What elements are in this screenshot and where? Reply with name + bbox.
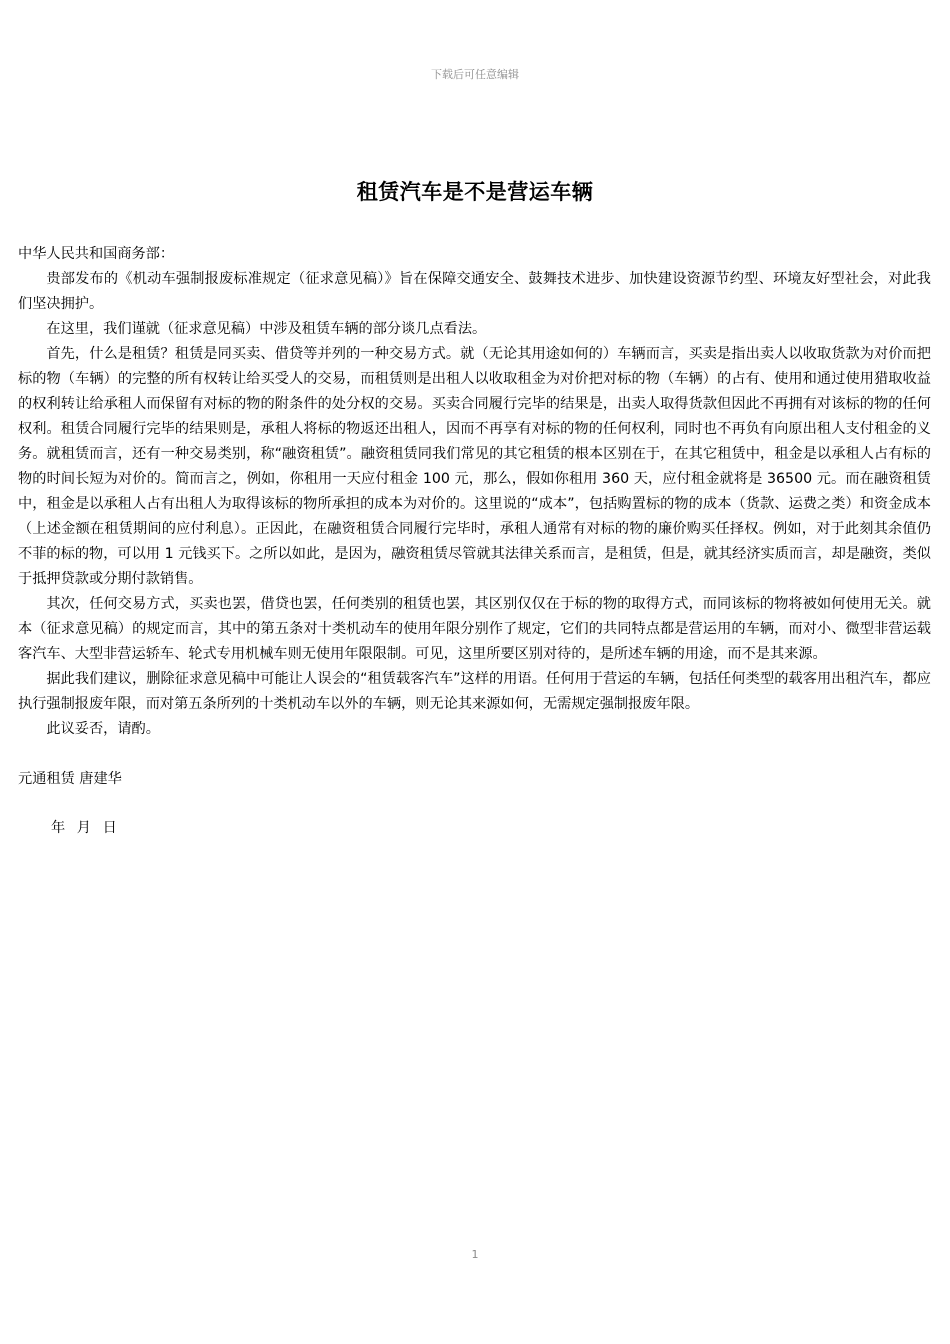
signature: 元通租赁 唐建华 [18,771,122,787]
salutation: 中华人民共和国商务部： [18,246,175,262]
page-number: 1 [471,1248,479,1261]
paragraph-intro: 贵部发布的《机动车强制报废标准规定（征求意见稿）》旨在保障交通安全、鼓舞技术进步、加快建设资源节约型、环境友好型社会，对此我们坚决拥护。 [18,271,931,312]
document-body [18,242,931,841]
paragraph-second-point: 其次，任何交易方式，买卖也罢，借贷也罢，任何类别的租赁也罢，其区别仅仅在于标的物的取得方式，而同该标的物将被如何使用无关。就本（征求意见稿）的规定而言，其中的第五条对十类机动车的使用年限分别作了规定，它们的共同特点都是营运用的车辆，而对小、微型非营运载客汽车、大型非营运轿车、轮式专用机械车则无使用年限限制。可见，这里所要区别对待的，是所述车辆的用途，而不是其来源。 [18,596,931,662]
document-title: 租赁汽车是不是营运车辆 [356,180,594,204]
paragraph-closing: 此议妥否，请酌。 [46,721,160,737]
paragraph-suggestion: 据此我们建议，删除征求意见稿中可能让人误会的“租赁载客汽车”这样的用语。任何用于营运的车辆，包括任何类型的载客用出租汽车，都应执行强制报废年限，而对第五条所列的十类机动车以外的车辆，则无论其来源如何，无需规定强制报废年限。 [18,671,931,712]
page-header-note: 下载后可任意编辑 [431,68,519,81]
paragraph-first-point: 首先，什么是租赁？租赁是同买卖、借贷等并列的一种交易方式。就（无论其用途如何的）车辆而言，买卖是指出卖人以收取货款为对价而把标的物（车辆）的完整的所有权转让给买受人的交易，而租赁则是出租人以收取租金为对价把对标的物（车辆）的占有、使用和通过使用猎取收益的权利转让给承租人而保留有对标的物的附条件的处分权的交易。买卖合同履行完毕的结果是，出卖人取得货款但因此不再拥有对该标的物的任何权利。租赁合同履行完毕的结果则是，承租人将标的物返还出租人，因而不再享有对标的物的任何权利，同时也不再负有向原出租人支付租金的义务。就租赁而言，还有一种交易类别，称“融资租赁”。融资租赁同我们常见的其它租赁的根本区别在于，在其它租赁中，租金是以承租人占有标的物的时间长短为对价的。简而言之，例如，你租用一天应付租金 100 元，那么，假如你租用 360 天，应付租金就将是 36500 元。而在融资租赁中，租金是以承租人占有出租人为取得该标的物所承担的成本为对价的。这里说的“成本”，包括购置标的物的成本（货款、运费之类）和资金成本（上述金额在租赁期间的应付利息）。正因此，在融资租赁合同履行完毕时，承租人通常有对标的物的廉价购买任择权。例如，对于此刻其余值仍不菲的标的物，可以用 1 元钱买下。之所以如此，是因为，融资租赁尽管就其法律关系而言，是租赁，但是，就其经济实质而言，却是融资，类似于抵押贷款或分期付款销售。 [18,346,931,587]
date-line: 年 月 日 [51,820,117,836]
paragraph-preface: 在这里，我们谨就（征求意见稿）中涉及租赁车辆的部分谈几点看法。 [46,321,487,337]
